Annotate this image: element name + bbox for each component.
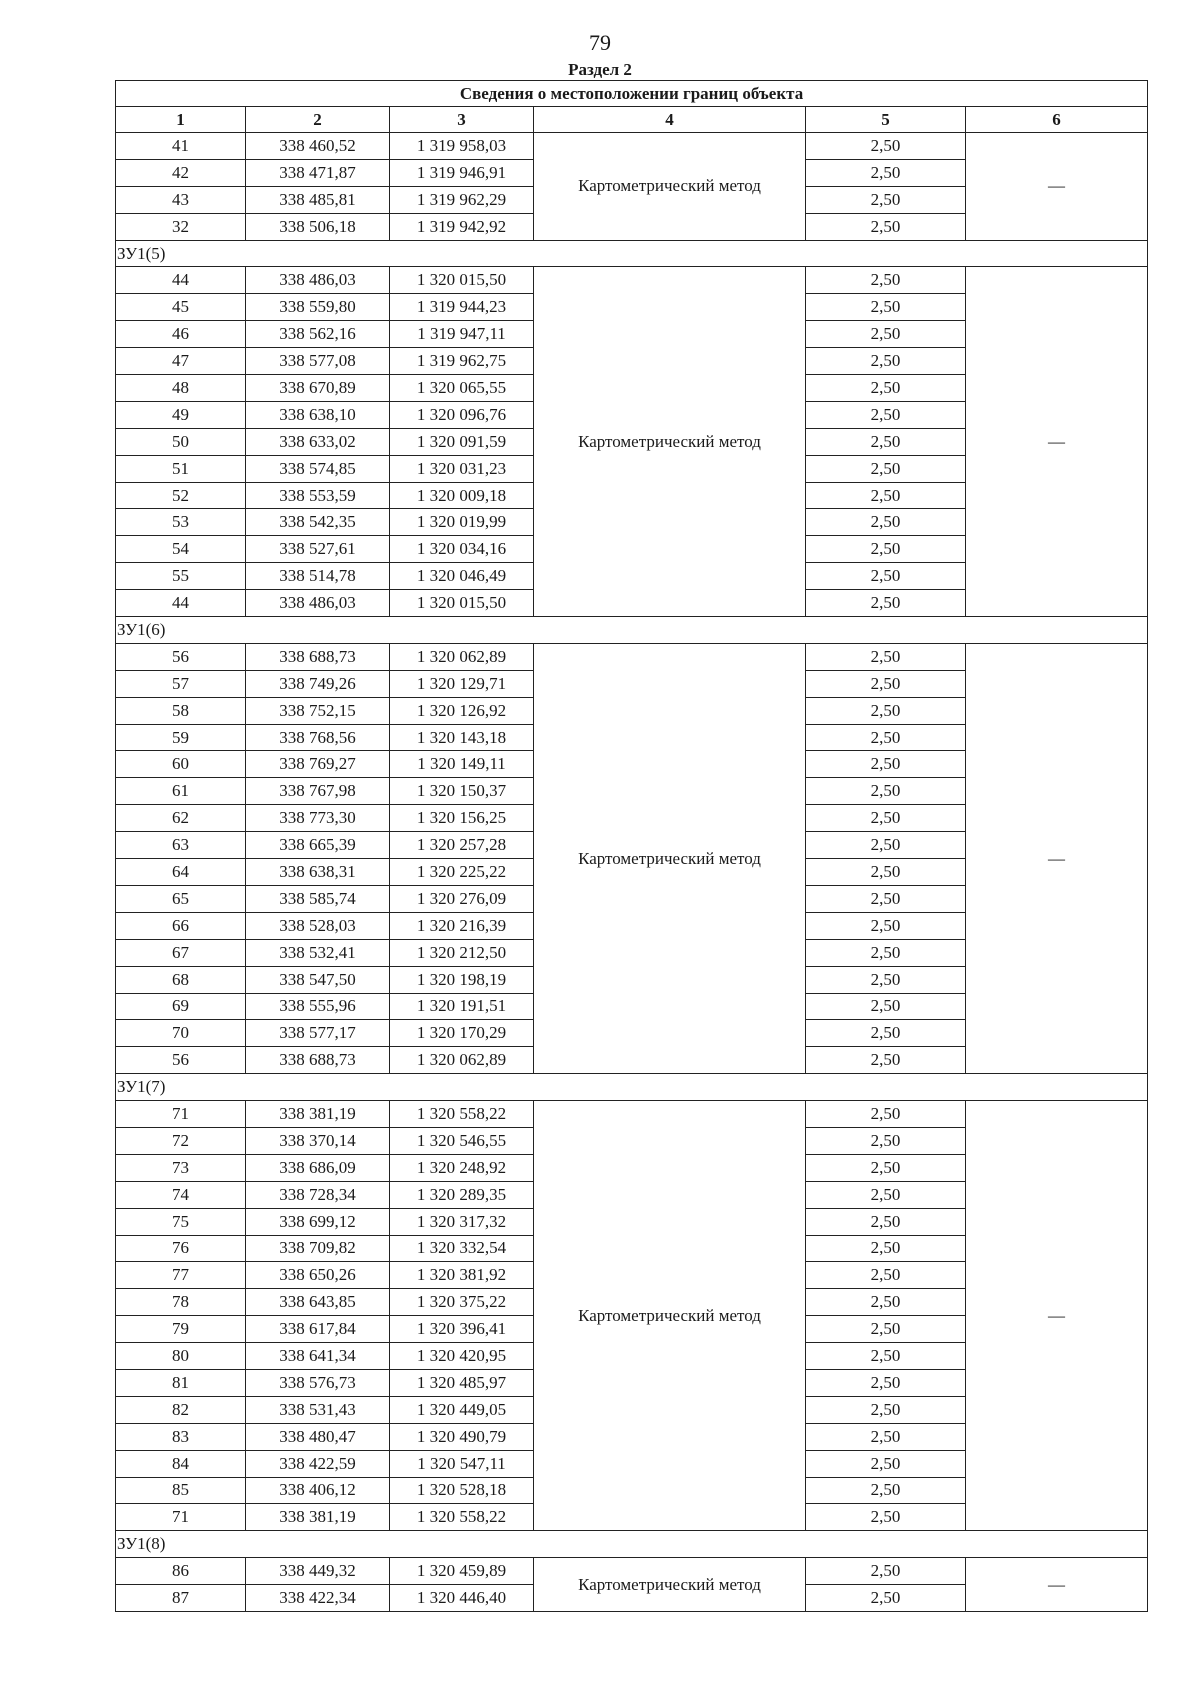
accuracy-value: 2,50 [806, 1477, 966, 1504]
description-cell: — [966, 267, 1148, 617]
accuracy-value: 2,50 [806, 1343, 966, 1370]
point-number: 41 [116, 133, 246, 160]
point-number: 66 [116, 912, 246, 939]
coordinate-y: 1 320 143,18 [390, 724, 534, 751]
point-number: 45 [116, 294, 246, 321]
point-number: 32 [116, 213, 246, 240]
method-cell: Картометрический метод [534, 1558, 806, 1612]
accuracy-value: 2,50 [806, 1450, 966, 1477]
coordinate-x: 338 480,47 [246, 1423, 390, 1450]
table-row [116, 133, 1148, 160]
description-cell: — [966, 643, 1148, 1073]
coordinate-x: 338 643,85 [246, 1289, 390, 1316]
group-label-row [116, 617, 1148, 644]
coordinate-y: 1 320 225,22 [390, 859, 534, 886]
coordinate-y: 1 320 034,16 [390, 536, 534, 563]
method-cell: Картометрический метод [534, 133, 806, 241]
coordinate-y: 1 320 528,18 [390, 1477, 534, 1504]
accuracy-value: 2,50 [806, 1154, 966, 1181]
table-title: Сведения о местоположении границ объекта [116, 81, 1148, 107]
coordinate-x: 338 486,03 [246, 267, 390, 294]
accuracy-value: 2,50 [806, 1235, 966, 1262]
point-number: 59 [116, 724, 246, 751]
coordinate-y: 1 320 546,55 [390, 1127, 534, 1154]
accuracy-value: 2,50 [806, 1369, 966, 1396]
description-cell: — [966, 133, 1148, 241]
coordinate-y: 1 320 009,18 [390, 482, 534, 509]
accuracy-value: 2,50 [806, 1504, 966, 1531]
group-label: ЗУ1(8) [116, 1531, 1148, 1558]
point-number: 42 [116, 159, 246, 186]
page-number: 79 [589, 30, 611, 55]
coordinate-x: 338 547,50 [246, 966, 390, 993]
accuracy-value: 2,50 [806, 482, 966, 509]
point-number: 46 [116, 321, 246, 348]
point-number: 60 [116, 751, 246, 778]
point-number: 76 [116, 1235, 246, 1262]
coordinate-y: 1 320 091,59 [390, 428, 534, 455]
point-number: 48 [116, 375, 246, 402]
coordinate-y: 1 320 031,23 [390, 455, 534, 482]
coordinate-y: 1 320 198,19 [390, 966, 534, 993]
accuracy-value: 2,50 [806, 186, 966, 213]
point-number: 79 [116, 1316, 246, 1343]
coordinate-x: 338 617,84 [246, 1316, 390, 1343]
coordinate-x: 338 638,10 [246, 401, 390, 428]
coordinate-y: 1 319 942,92 [390, 213, 534, 240]
coordinate-x: 338 670,89 [246, 375, 390, 402]
coordinate-x: 338 769,27 [246, 751, 390, 778]
column-header: 2 [246, 107, 390, 133]
accuracy-value: 2,50 [806, 213, 966, 240]
point-number: 50 [116, 428, 246, 455]
coordinate-y: 1 320 317,32 [390, 1208, 534, 1235]
coordinate-x: 338 506,18 [246, 213, 390, 240]
coordinate-y: 1 320 396,41 [390, 1316, 534, 1343]
coordinate-x: 338 559,80 [246, 294, 390, 321]
group-label: ЗУ1(6) [116, 617, 1148, 644]
point-number: 47 [116, 348, 246, 375]
coordinate-x: 338 449,32 [246, 1558, 390, 1585]
accuracy-value: 2,50 [806, 805, 966, 832]
accuracy-value: 2,50 [806, 1585, 966, 1612]
accuracy-value: 2,50 [806, 590, 966, 617]
accuracy-value: 2,50 [806, 966, 966, 993]
accuracy-value: 2,50 [806, 751, 966, 778]
coordinate-x: 338 686,09 [246, 1154, 390, 1181]
point-number: 61 [116, 778, 246, 805]
point-number: 54 [116, 536, 246, 563]
point-number: 71 [116, 1101, 246, 1128]
point-number: 69 [116, 993, 246, 1020]
accuracy-value: 2,50 [806, 724, 966, 751]
coordinate-y: 1 320 015,50 [390, 590, 534, 617]
table-row [116, 1101, 1148, 1128]
accuracy-value: 2,50 [806, 912, 966, 939]
point-number: 67 [116, 939, 246, 966]
coordinate-x: 338 406,12 [246, 1477, 390, 1504]
accuracy-value: 2,50 [806, 643, 966, 670]
table-body [116, 133, 1148, 1612]
accuracy-value: 2,50 [806, 1047, 966, 1074]
coordinate-x: 338 562,16 [246, 321, 390, 348]
accuracy-value: 2,50 [806, 832, 966, 859]
coordinate-y: 1 320 547,11 [390, 1450, 534, 1477]
accuracy-value: 2,50 [806, 509, 966, 536]
accuracy-value: 2,50 [806, 1101, 966, 1128]
accuracy-value: 2,50 [806, 455, 966, 482]
coordinate-x: 338 485,81 [246, 186, 390, 213]
coordinate-x: 338 767,98 [246, 778, 390, 805]
table-row [116, 643, 1148, 670]
section-title: Раздел 2 [568, 60, 632, 79]
coordinate-x: 338 688,73 [246, 643, 390, 670]
coordinate-x: 338 585,74 [246, 885, 390, 912]
point-number: 58 [116, 697, 246, 724]
boundary-table [115, 80, 1148, 1612]
coordinate-x: 338 514,78 [246, 563, 390, 590]
coordinate-x: 338 650,26 [246, 1262, 390, 1289]
coordinate-y: 1 320 248,92 [390, 1154, 534, 1181]
point-number: 80 [116, 1343, 246, 1370]
method-cell: Картометрический метод [534, 267, 806, 617]
coordinate-y: 1 320 212,50 [390, 939, 534, 966]
accuracy-value: 2,50 [806, 1208, 966, 1235]
accuracy-value: 2,50 [806, 1289, 966, 1316]
column-header: 4 [534, 107, 806, 133]
coordinate-x: 338 486,03 [246, 590, 390, 617]
coordinate-x: 338 542,35 [246, 509, 390, 536]
coordinate-y: 1 320 046,49 [390, 563, 534, 590]
coordinate-y: 1 320 375,22 [390, 1289, 534, 1316]
group-label: ЗУ1(5) [116, 240, 1148, 267]
table-row [116, 1558, 1148, 1585]
group-label-row [116, 1531, 1148, 1558]
point-number: 68 [116, 966, 246, 993]
coordinate-y: 1 320 558,22 [390, 1101, 534, 1128]
description-cell: — [966, 1101, 1148, 1531]
accuracy-value: 2,50 [806, 1127, 966, 1154]
accuracy-value: 2,50 [806, 133, 966, 160]
coordinate-y: 1 320 062,89 [390, 643, 534, 670]
point-number: 87 [116, 1585, 246, 1612]
point-number: 84 [116, 1450, 246, 1477]
point-number: 63 [116, 832, 246, 859]
coordinate-x: 338 709,82 [246, 1235, 390, 1262]
group-label: ЗУ1(7) [116, 1074, 1148, 1101]
coordinate-x: 338 532,41 [246, 939, 390, 966]
accuracy-value: 2,50 [806, 375, 966, 402]
point-number: 49 [116, 401, 246, 428]
coordinate-y: 1 320 420,95 [390, 1343, 534, 1370]
point-number: 52 [116, 482, 246, 509]
accuracy-value: 2,50 [806, 267, 966, 294]
coordinate-x: 338 574,85 [246, 455, 390, 482]
accuracy-value: 2,50 [806, 1262, 966, 1289]
coordinate-y: 1 320 126,92 [390, 697, 534, 724]
coordinate-y: 1 320 129,71 [390, 670, 534, 697]
column-header: 3 [390, 107, 534, 133]
coordinate-x: 338 460,52 [246, 133, 390, 160]
coordinate-y: 1 320 170,29 [390, 1020, 534, 1047]
coordinate-y: 1 320 156,25 [390, 805, 534, 832]
coordinate-x: 338 527,61 [246, 536, 390, 563]
coordinate-y: 1 320 332,54 [390, 1235, 534, 1262]
point-number: 71 [116, 1504, 246, 1531]
coordinate-y: 1 320 150,37 [390, 778, 534, 805]
point-number: 77 [116, 1262, 246, 1289]
coordinate-y: 1 320 459,89 [390, 1558, 534, 1585]
coordinate-x: 338 638,31 [246, 859, 390, 886]
accuracy-value: 2,50 [806, 1316, 966, 1343]
point-number: 62 [116, 805, 246, 832]
accuracy-value: 2,50 [806, 1423, 966, 1450]
point-number: 74 [116, 1181, 246, 1208]
point-number: 55 [116, 563, 246, 590]
group-label-row [116, 1074, 1148, 1101]
point-number: 57 [116, 670, 246, 697]
point-number: 81 [116, 1369, 246, 1396]
point-number: 56 [116, 643, 246, 670]
method-cell: Картометрический метод [534, 643, 806, 1073]
accuracy-value: 2,50 [806, 563, 966, 590]
coordinate-y: 1 319 962,29 [390, 186, 534, 213]
coordinate-y: 1 320 289,35 [390, 1181, 534, 1208]
coordinate-x: 338 577,08 [246, 348, 390, 375]
coordinate-x: 338 553,59 [246, 482, 390, 509]
coordinate-y: 1 320 065,55 [390, 375, 534, 402]
coordinate-x: 338 422,34 [246, 1585, 390, 1612]
point-number: 64 [116, 859, 246, 886]
coordinate-y: 1 319 944,23 [390, 294, 534, 321]
coordinate-y: 1 320 276,09 [390, 885, 534, 912]
accuracy-value: 2,50 [806, 1396, 966, 1423]
accuracy-value: 2,50 [806, 159, 966, 186]
point-number: 56 [116, 1047, 246, 1074]
point-number: 78 [116, 1289, 246, 1316]
coordinate-y: 1 320 446,40 [390, 1585, 534, 1612]
point-number: 82 [116, 1396, 246, 1423]
accuracy-value: 2,50 [806, 778, 966, 805]
coordinate-y: 1 320 485,97 [390, 1369, 534, 1396]
coordinate-x: 338 773,30 [246, 805, 390, 832]
coordinate-y: 1 320 381,92 [390, 1262, 534, 1289]
coordinate-y: 1 320 558,22 [390, 1504, 534, 1531]
point-number: 53 [116, 509, 246, 536]
coordinate-x: 338 752,15 [246, 697, 390, 724]
table-title-row [116, 81, 1148, 107]
coordinate-y: 1 320 449,05 [390, 1396, 534, 1423]
coordinate-y: 1 319 946,91 [390, 159, 534, 186]
accuracy-value: 2,50 [806, 1181, 966, 1208]
accuracy-value: 2,50 [806, 939, 966, 966]
coordinate-y: 1 320 257,28 [390, 832, 534, 859]
accuracy-value: 2,50 [806, 536, 966, 563]
table-row [116, 267, 1148, 294]
accuracy-value: 2,50 [806, 670, 966, 697]
point-number: 75 [116, 1208, 246, 1235]
coordinate-y: 1 320 062,89 [390, 1047, 534, 1074]
point-number: 44 [116, 267, 246, 294]
coordinate-y: 1 320 015,50 [390, 267, 534, 294]
coordinate-y: 1 319 958,03 [390, 133, 534, 160]
point-number: 85 [116, 1477, 246, 1504]
coordinate-x: 338 471,87 [246, 159, 390, 186]
coordinate-x: 338 728,34 [246, 1181, 390, 1208]
column-header-row [116, 107, 1148, 133]
coordinate-x: 338 370,14 [246, 1127, 390, 1154]
accuracy-value: 2,50 [806, 859, 966, 886]
accuracy-value: 2,50 [806, 428, 966, 455]
coordinate-x: 338 768,56 [246, 724, 390, 751]
coordinate-x: 338 381,19 [246, 1504, 390, 1531]
point-number: 65 [116, 885, 246, 912]
point-number: 70 [116, 1020, 246, 1047]
coordinate-x: 338 641,34 [246, 1343, 390, 1370]
column-header: 5 [806, 107, 966, 133]
coordinate-y: 1 320 019,99 [390, 509, 534, 536]
accuracy-value: 2,50 [806, 401, 966, 428]
accuracy-value: 2,50 [806, 1020, 966, 1047]
coordinate-y: 1 320 490,79 [390, 1423, 534, 1450]
point-number: 72 [116, 1127, 246, 1154]
coordinate-x: 338 699,12 [246, 1208, 390, 1235]
coordinate-x: 338 665,39 [246, 832, 390, 859]
description-cell: — [966, 1558, 1148, 1612]
point-number: 44 [116, 590, 246, 617]
coordinate-y: 1 319 962,75 [390, 348, 534, 375]
group-label-row [116, 240, 1148, 267]
accuracy-value: 2,50 [806, 1558, 966, 1585]
coordinate-y: 1 320 149,11 [390, 751, 534, 778]
method-cell: Картометрический метод [534, 1101, 806, 1531]
coordinate-x: 338 422,59 [246, 1450, 390, 1477]
coordinate-x: 338 555,96 [246, 993, 390, 1020]
accuracy-value: 2,50 [806, 294, 966, 321]
point-number: 43 [116, 186, 246, 213]
column-header: 1 [116, 107, 246, 133]
point-number: 73 [116, 1154, 246, 1181]
point-number: 51 [116, 455, 246, 482]
accuracy-value: 2,50 [806, 348, 966, 375]
coordinate-x: 338 688,73 [246, 1047, 390, 1074]
coordinate-y: 1 319 947,11 [390, 321, 534, 348]
accuracy-value: 2,50 [806, 697, 966, 724]
coordinate-y: 1 320 191,51 [390, 993, 534, 1020]
coordinate-x: 338 749,26 [246, 670, 390, 697]
coordinate-x: 338 576,73 [246, 1369, 390, 1396]
coordinate-x: 338 577,17 [246, 1020, 390, 1047]
point-number: 86 [116, 1558, 246, 1585]
accuracy-value: 2,50 [806, 885, 966, 912]
coordinate-y: 1 320 096,76 [390, 401, 534, 428]
accuracy-value: 2,50 [806, 321, 966, 348]
point-number: 83 [116, 1423, 246, 1450]
coordinate-x: 338 528,03 [246, 912, 390, 939]
coordinate-x: 338 381,19 [246, 1101, 390, 1128]
accuracy-value: 2,50 [806, 993, 966, 1020]
coordinate-x: 338 531,43 [246, 1396, 390, 1423]
column-header: 6 [966, 107, 1148, 133]
coordinate-y: 1 320 216,39 [390, 912, 534, 939]
coordinate-x: 338 633,02 [246, 428, 390, 455]
